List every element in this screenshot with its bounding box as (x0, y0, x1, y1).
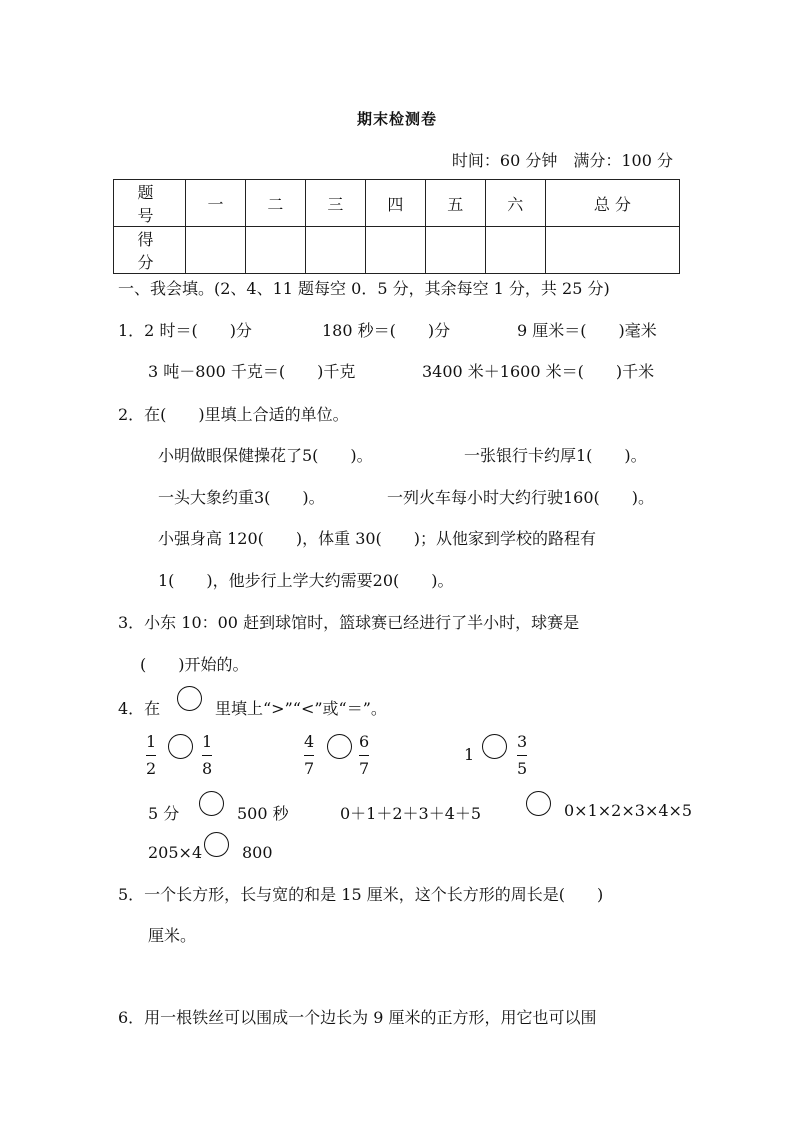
q2-item-distance-time: 1( )，他步行上学大约需要20( )。 (158, 571, 454, 590)
q1-item-meters: 3400 米＋1600 米＝( )千米 (422, 362, 655, 381)
q4-stem-end: 里填上“>”“<”或“＝”。 (215, 699, 387, 718)
whole-number-one: 1 (464, 745, 475, 764)
q2-stem: 2．在( )里填上合适的单位。 (118, 405, 349, 424)
multiplication-expression: 205×4 (148, 843, 203, 862)
q1-item-seconds: 180 秒＝( )分 (322, 321, 451, 340)
sum-expression: 0＋1＋2＋3＋4＋5 (340, 804, 482, 823)
column-header: 四 (365, 180, 425, 227)
q5-line1: 5．一个长方形，长与宽的和是 15 厘米，这个长方形的周长是( ) (118, 885, 604, 904)
compare-circle-icon (177, 686, 202, 711)
q2-item-elephant: 一头大象约重3( )。 (158, 488, 325, 507)
score-cell[interactable] (365, 227, 425, 274)
q1-item-centimeters: 9 厘米＝( )毫米 (517, 321, 657, 340)
fraction: 1 2 (146, 732, 157, 778)
answer-circle-input[interactable] (199, 791, 224, 816)
q3-line1: 3．小东 10：00 赶到球馆时，篮球赛已经进行了半小时，球赛是 (118, 613, 580, 632)
answer-circle-input[interactable] (526, 791, 551, 816)
q2-item-eye-exercise: 小明做眼保健操花了5( )。 (158, 446, 373, 465)
row-header-question-number: 题 号 (114, 180, 186, 227)
product-expression: 0×1×2×3×4×5 (564, 801, 693, 820)
column-header: 三 (305, 180, 365, 227)
fraction: 6 7 (359, 732, 370, 778)
answer-circle-input[interactable] (204, 832, 229, 857)
page-title: 期末检测卷 (356, 110, 437, 128)
row-header-score: 得 分 (114, 227, 186, 274)
answer-circle-input[interactable] (327, 734, 352, 759)
section-heading: 一、我会填。(2、4、11 题每空 0．5 分，其余每空 1 分，共 25 分) (118, 279, 610, 298)
column-header: 六 (485, 180, 545, 227)
q2-item-train: 一列火车每小时大约行驶160( )。 (387, 488, 655, 507)
table-row (114, 180, 680, 227)
q4-stem-start: 4．在 (118, 699, 161, 718)
time-five-minutes: 5 分 (148, 804, 180, 823)
score-cell[interactable] (305, 227, 365, 274)
q6-line1: 6．用一根铁丝可以围成一个边长为 9 厘米的正方形，用它也可以围 (118, 1008, 597, 1027)
number-800: 800 (242, 843, 273, 862)
q1-item-tons: 3 吨－800 千克＝( )千克 (148, 362, 356, 381)
score-cell[interactable] (485, 227, 545, 274)
q3-line2: ( )开始的。 (140, 655, 249, 674)
fraction: 4 7 (304, 732, 315, 778)
q2-item-height-weight: 小强身高 120( )，体重 30( )；从他家到学校的路程有 (158, 529, 597, 548)
column-header: 五 (425, 180, 485, 227)
table-row (114, 227, 680, 274)
q5-line2: 厘米。 (148, 926, 197, 945)
answer-circle-input[interactable] (168, 734, 193, 759)
score-cell[interactable] (186, 227, 246, 274)
answer-circle-input[interactable] (482, 734, 507, 759)
score-table (113, 179, 680, 274)
column-header: 一 (186, 180, 246, 227)
time-500-seconds: 500 秒 (237, 804, 289, 823)
q1-item-hours: 1．2 时＝( )分 (118, 321, 252, 340)
q2-item-bank-card: 一张银行卡约厚1( )。 (464, 446, 647, 465)
score-cell[interactable] (245, 227, 305, 274)
fraction: 1 8 (202, 732, 213, 778)
column-header: 总 分 (545, 180, 679, 227)
time-and-score-info: 时间：60 分钟 满分：100 分 (451, 151, 673, 170)
score-cell[interactable] (545, 227, 679, 274)
fraction: 3 5 (517, 732, 528, 778)
score-cell[interactable] (425, 227, 485, 274)
column-header: 二 (245, 180, 305, 227)
